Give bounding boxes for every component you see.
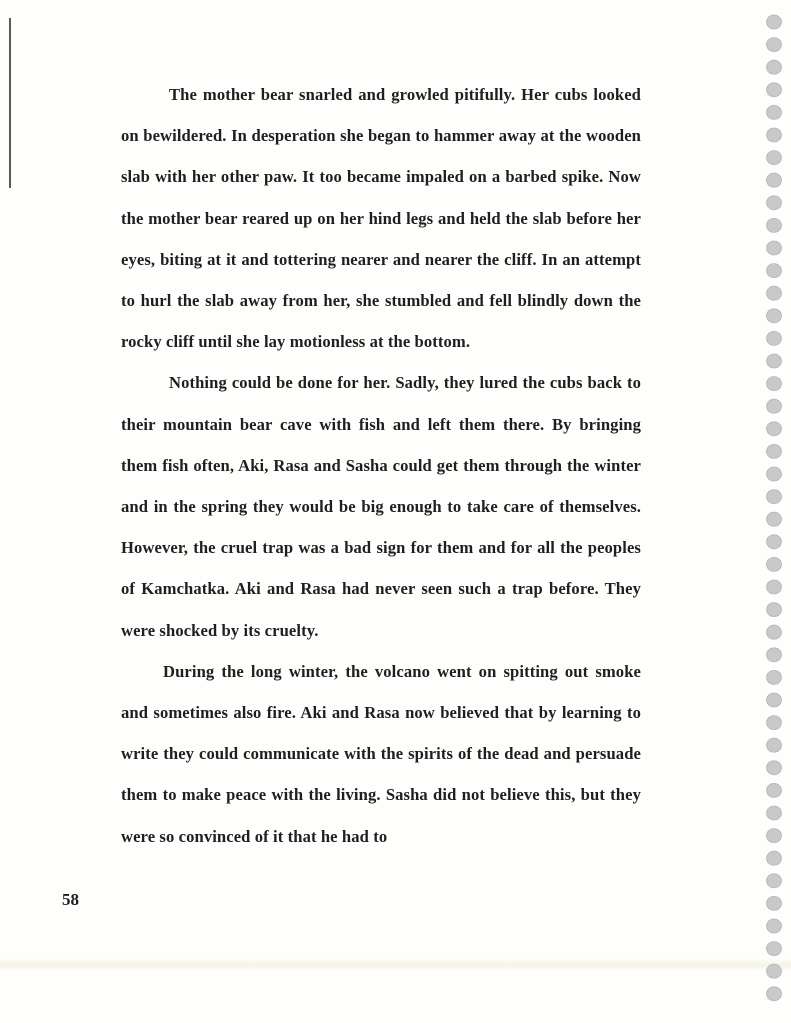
binding-hole	[767, 422, 782, 436]
binding-hole	[767, 806, 782, 820]
binding-hole	[767, 196, 782, 210]
binding-hole	[767, 105, 782, 119]
page-edge-line	[9, 18, 11, 188]
page-fold-shadow	[0, 958, 791, 972]
binding-hole	[767, 919, 782, 933]
binding-hole	[767, 331, 782, 345]
binding-hole	[767, 218, 782, 232]
binding-hole	[767, 309, 782, 323]
binding-hole	[767, 128, 782, 142]
binding-hole	[767, 286, 782, 300]
binding-hole	[767, 83, 782, 97]
binding-hole	[767, 151, 782, 165]
binding-hole	[767, 761, 782, 775]
binding-hole	[767, 896, 782, 910]
binding-hole	[767, 173, 782, 187]
binding-hole	[767, 264, 782, 278]
binding-hole	[767, 603, 782, 617]
binding-hole	[767, 716, 782, 730]
paragraph-1: The mother bear snarled and growled pitifully. Her cubs looked on bewildered. In desperation she began to hammer away at the wooden slab with her other paw. It too became impaled on a barbed spike. Now the mother bear reared up on her hind legs and held the slab before her eyes, biting at it and tottering nearer and nearer the cliff. In an attempt to hurl the slab away from her, she stumbled and fell blindly down the rocky cliff until she lay motionless at the bottom.	[121, 85, 641, 352]
page-number: 58	[62, 890, 79, 909]
spiral-binding	[762, 12, 784, 1012]
binding-hole	[767, 241, 782, 255]
binding-hole	[767, 964, 782, 978]
binding-holes	[762, 12, 784, 1012]
binding-hole	[767, 60, 782, 74]
binding-hole	[767, 354, 782, 368]
binding-hole	[767, 625, 782, 639]
binding-hole	[767, 829, 782, 843]
binding-hole	[767, 535, 782, 549]
body-text	[121, 74, 641, 857]
binding-hole	[767, 38, 782, 52]
binding-hole	[767, 648, 782, 662]
binding-hole	[767, 444, 782, 458]
binding-hole	[767, 693, 782, 707]
binding-hole	[767, 377, 782, 391]
paragraph-2: Nothing could be done for her. Sadly, they lured the cubs back to their mountain bear cave with fish and left them there. By bringing them fish often, Aki, Rasa and Sasha could get them through the winter and in the spring they would be big enough to take care of themselves. However, the cruel trap was a bad sign for them and for all the peoples of Kamchatka. Aki and Rasa had never seen such a trap before. They were shocked by its cruelty.	[121, 373, 641, 640]
binding-hole	[767, 490, 782, 504]
binding-hole	[767, 15, 782, 29]
binding-hole	[767, 580, 782, 594]
binding-hole	[767, 399, 782, 413]
binding-hole	[767, 783, 782, 797]
binding-hole	[767, 851, 782, 865]
binding-hole	[767, 557, 782, 571]
binding-hole	[767, 942, 782, 956]
binding-hole	[767, 874, 782, 888]
binding-hole	[767, 467, 782, 481]
paragraph-3: During the long winter, the volcano went on spitting out smoke and sometimes also fire. Aki and Rasa now believed that by learning to write they could communicate with the spirits of the dead and persuade them to make peace with the living. Sasha did not believe this, but they were so convinced of it that he had to	[121, 661, 641, 846]
binding-hole	[767, 512, 782, 526]
binding-hole	[767, 738, 782, 752]
binding-hole	[767, 987, 782, 1001]
binding-hole	[767, 670, 782, 684]
